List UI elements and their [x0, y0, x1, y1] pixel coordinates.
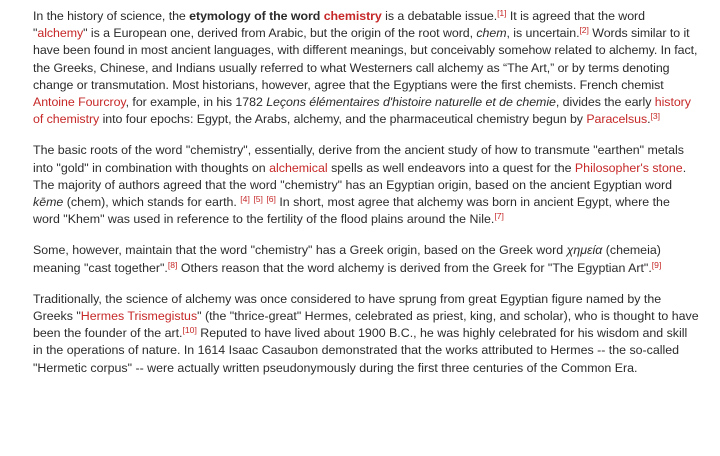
citation [266, 194, 276, 204]
citation [168, 260, 178, 270]
text-run: Some, however, maintain that the word "chemistry" has a Greek origin, based on the Greek word [33, 243, 567, 258]
citation [253, 194, 263, 204]
text-run: spells as well endeavors into a quest for the [327, 160, 575, 175]
paragraph-4 [33, 291, 700, 377]
citation-link[interactable]: [9] [651, 259, 662, 270]
citation-link[interactable]: [3] [650, 111, 660, 122]
inline-link[interactable]: Antoine Fourcroy [33, 95, 126, 110]
text-run: It is agreed that the word " [33, 9, 645, 41]
inline-link[interactable]: chemistry [323, 9, 382, 23]
citation-link[interactable]: [2] [579, 25, 589, 36]
text-run: into four epochs: Egypt, the Arabs, alchemy, and the pharmaceutical chemistry begun by [99, 112, 587, 127]
text-run: Reputed to have lived about 1900 B.C., he was highly celebrated for his wisdom and skill in the operations of nature. In 1614 Isaac Casaubon demonstrated that the works attributed to Hermes -- the so-called "Hermetic corpus" -- were actually written pseudonymously during the first three centuries of the Common Era. [33, 326, 688, 375]
paragraph-3 [33, 242, 700, 276]
italic-text: Leçons élémentaires d'histoire naturelle et de chemie [266, 95, 556, 110]
text-run: Words similar to it have been found in most ancient languages, with different meanings, but conceivably somehow related to alchemy. In fact, the Greeks, Chinese, and Indians usually referred to what Westerners call alchemy as “The Art,” or by terms denoting change or transmutation. Most historians, however, agree that the Egyptians were the first chemists. French chemist [33, 26, 698, 92]
inline-link[interactable]: alchemical [269, 160, 328, 175]
text-run: " is a European one, derived from Arabic, but the origin of the root word, [83, 26, 477, 41]
italic-text: χημεία [566, 243, 603, 258]
citation-link[interactable]: [4] [240, 194, 250, 205]
italic-text: kēme [33, 195, 64, 210]
citation [497, 8, 506, 18]
citation [183, 325, 197, 335]
citation-link[interactable]: [10] [182, 325, 197, 336]
inline-link[interactable]: alchemy [37, 26, 84, 41]
citation-link[interactable]: [7] [494, 211, 504, 222]
paragraph-1 [33, 8, 700, 128]
inline-link[interactable]: Hermes Trismegistus [80, 309, 198, 324]
text-run: Traditionally, the science of alchemy was once considered to have sprung from great Egyptian figure named by the Greeks " [33, 291, 662, 324]
text-run: is a debatable issue. [381, 9, 498, 23]
citation-link[interactable]: [6] [266, 194, 276, 205]
citation-link[interactable]: [8] [167, 259, 178, 270]
inline-link[interactable]: history of chemistry [33, 95, 691, 127]
bold-text: etymology of the word [189, 9, 324, 23]
citation [651, 111, 660, 121]
citation [240, 194, 250, 204]
text-run: , for example, in his 1782 [125, 95, 267, 110]
text-run: The basic roots of the word "chemistry", essentially, derive from the ancient study of how to transmute "earthen" metals into "gold" in combination with thoughts on [33, 143, 684, 175]
text-run: , is uncertain. [506, 26, 580, 41]
paragraph-2 [33, 142, 700, 228]
italic-text: chem [476, 26, 507, 41]
inline-link[interactable]: Paracelsus [586, 112, 648, 127]
text-run: In short, most agree that alchemy was born in ancient Egypt, where the word "Khem" was used in reference to the fertility of the flood plains around the Nile. [33, 195, 670, 227]
text-run: (chem), which stands for earth. [63, 195, 241, 210]
citation [494, 211, 504, 221]
citation-link[interactable]: [1] [497, 8, 507, 18]
text-run: " (the "thrice-great" Hermes, celebrated as priest, king, and scholar), who is thought to have been the founder of the art. [33, 309, 699, 341]
text-run: . The majority of authors agreed that the word "chemistry" has an Egyptian origin, based on the ancient Egyptian word [33, 160, 687, 192]
citation [652, 260, 662, 270]
citation [579, 25, 588, 35]
citation-link[interactable]: [5] [253, 194, 263, 205]
text-run: In the history of science, the [33, 9, 190, 23]
inline-link[interactable]: Philosopher's stone [574, 160, 683, 175]
text-run: . [647, 112, 651, 127]
text-run: , divides the early [555, 95, 655, 110]
text-run: (chemeia) meaning "cast together". [33, 243, 661, 275]
text-run: Others reason that the word alchemy is derived from the Greek for "The Egyptian Art". [177, 260, 652, 275]
